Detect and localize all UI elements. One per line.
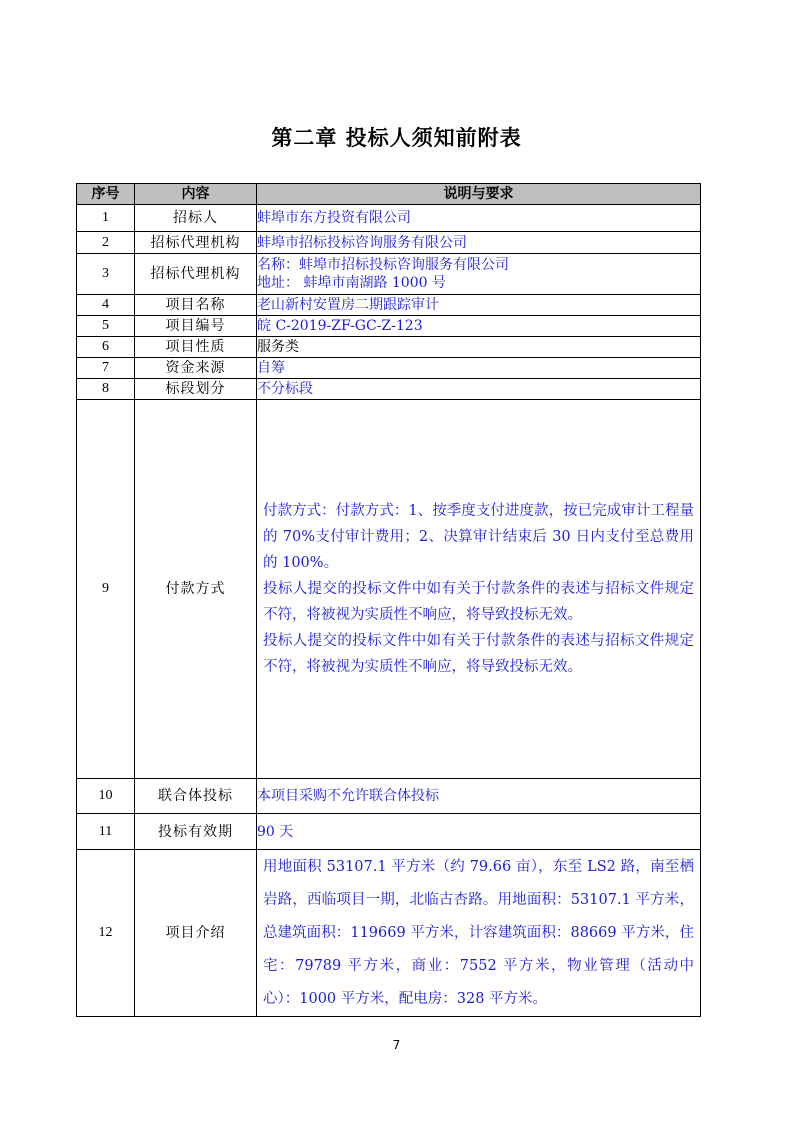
table-header-row [77,184,701,205]
row-item-name: 招标人 [135,205,257,232]
row-item-name: 资金来源 [135,358,257,379]
row-number: 3 [77,254,135,295]
row-description: 老山新村安置房二期跟踪审计 [257,295,701,316]
table-row [77,205,701,232]
row-description: 90 天 [257,814,701,850]
table-row [77,779,701,814]
row-description: 自筹 [257,358,701,379]
row-description: 本项目采购不允许联合体投标 [257,779,701,814]
row-item-name: 投标有效期 [135,814,257,850]
row-description [257,254,701,295]
row-item-name: 项目介绍 [135,850,257,1017]
row-number: 11 [77,814,135,850]
row-description: 蚌埠市东方投资有限公司 [257,205,701,232]
row-number: 4 [77,295,135,316]
row-item-name: 项目名称 [135,295,257,316]
row-item-name: 联合体投标 [135,779,257,814]
row-number: 10 [77,779,135,814]
header-requirements: 说明与要求 [257,184,701,205]
row-description: 皖 C-2019-ZF-GC-Z-123 [257,316,701,337]
bidder-instructions-table [76,183,701,1017]
payment-terms-paragraph: 付款方式：付款方式：1、按季度支付进度款，按已完成审计工程量的 70%支付审计费用；2、决算审计结束后 30 日内支付至总费用的 100%。 [263,503,694,571]
table-row [77,337,701,358]
row-number: 7 [77,358,135,379]
row-item-name: 招标代理机构 [135,232,257,254]
payment-notice-paragraph: 投标人提交的投标文件中如有关于付款条件的表述与招标文件规定不符，将被视为实质性不响应，将导致投标无效。 [263,581,694,623]
project-intro-paragraph: 用地面积 53107.1 平方米（约 79.66 亩），东至 LS2 路，南至栖岩路，西临项目一期，北临古杏路。用地面积：53107.1 平方米，总建筑面积：119669 平方米，计容建筑面积：88669 平方米，住宅：79789 平方米，商业：7552 平方米，物业管理（活动中心）：1000 平方米，配电房：328 平方米。 [263,858,694,1007]
row-number: 6 [77,337,135,358]
agency-address-line: 地址： 蚌埠市南湖路 1000 号 [257,275,446,291]
table-row [77,814,701,850]
row-description [257,850,701,1017]
table-row [77,379,701,400]
row-number: 2 [77,232,135,254]
row-description: 蚌埠市招标投标咨询服务有限公司 [257,232,701,254]
table-row [77,400,701,779]
chapter-title: 第二章 投标人须知前附表 [271,126,522,150]
table-row [77,850,701,1017]
table-row [77,295,701,316]
row-item-name: 付款方式 [135,400,257,779]
payment-notice-paragraph: 投标人提交的投标文件中如有关于付款条件的表述与招标文件规定不符，将被视为实质性不响应，将导致投标无效。 [263,633,694,675]
row-number: 9 [77,400,135,779]
row-number: 5 [77,316,135,337]
table-row [77,254,701,295]
header-content: 内容 [135,184,257,205]
row-description: 服务类 [257,337,701,358]
row-description [257,400,701,779]
agency-name-line: 名称：蚌埠市招标投标咨询服务有限公司 [257,257,509,273]
table-row [77,232,701,254]
row-number: 12 [77,850,135,1017]
row-number: 1 [77,205,135,232]
page-number: 7 [392,1038,401,1052]
table-row [77,316,701,337]
row-item-name: 项目编号 [135,316,257,337]
header-number: 序号 [77,184,135,205]
table-row [77,358,701,379]
row-item-name: 标段划分 [135,379,257,400]
row-description: 不分标段 [257,379,701,400]
row-item-name: 招标代理机构 [135,254,257,295]
row-item-name: 项目性质 [135,337,257,358]
row-number: 8 [77,379,135,400]
